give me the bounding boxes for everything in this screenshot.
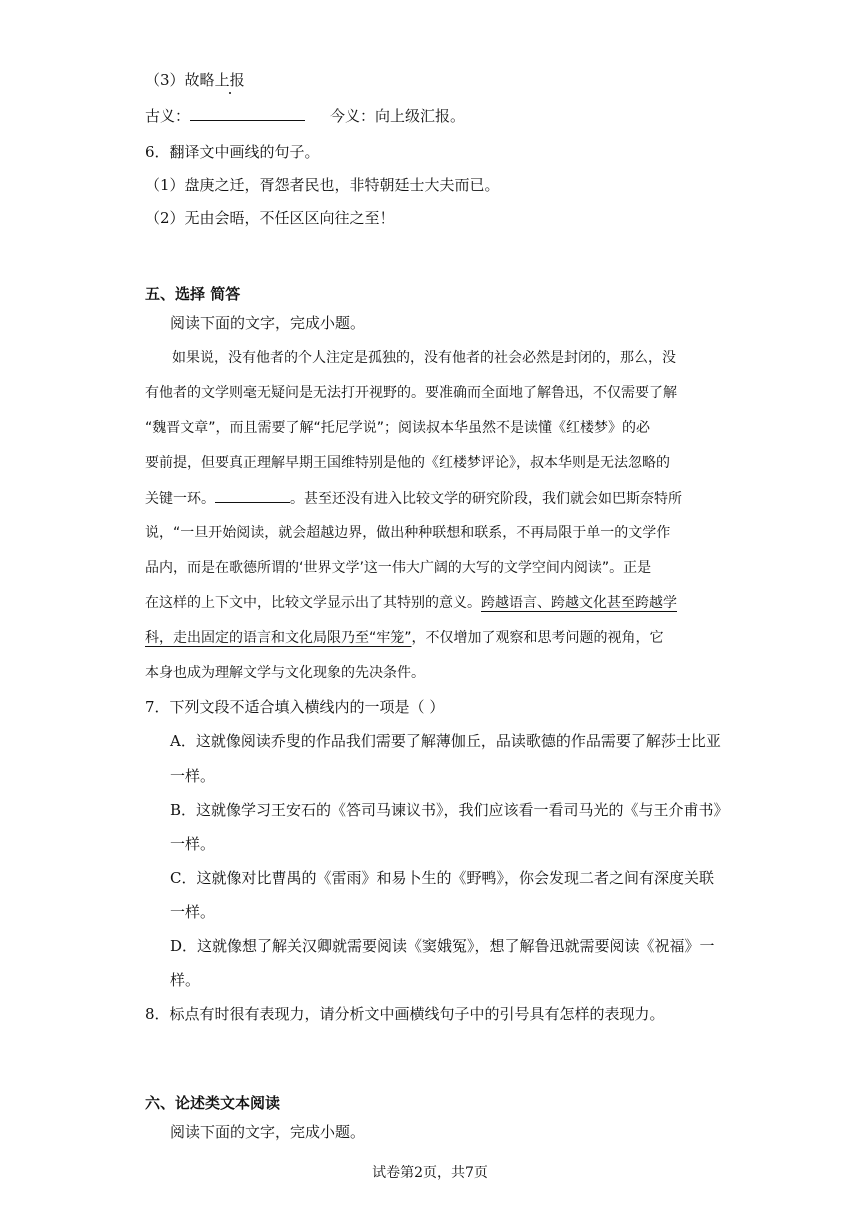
q5-item-3-meanings [145, 106, 465, 126]
passage-line: 说，“一旦开始阅读，就会超越边界，做出种种联想和联系，不再局限于单一的文学作 [145, 525, 671, 541]
passage-text: ，不仅增加了观察和思考问题的视角，它 [411, 630, 664, 646]
passage-line: 有他者的文学则毫无疑问是无法打开视野的。要准确而全面地了解鲁迅，不仅需要了解 [145, 385, 677, 401]
q5-item-3 [145, 70, 245, 90]
underlined-sentence: 跨越语言、跨越文化甚至跨越学 [481, 595, 677, 611]
passage-text: 在这样的上下文中，比较文学显示出了其特别的意义。 [145, 595, 481, 611]
passage-line: 要前提，但要真正理解早期王国维特别是他的《红楼梦评论》，叔本华则是无法忽略的 [145, 455, 670, 471]
passage-line: 品内，而是在歌德所谓的‘世界文学’这一伟大广阔的大写的文学空间内阅读”。正是 [145, 560, 652, 576]
q7-option-d[interactable]: D．这就像想了解关汉卿就需要阅读《窦娥冤》，想了解鲁迅就需要阅读《祝福》一 [170, 937, 715, 955]
passage-line: “魏晋文章”，而且需要了解“托尼学说”；阅读叔本华虽然不是读懂《红楼梦》的必 [145, 420, 651, 436]
page-footer: 试卷第2页，共7页 [372, 1165, 488, 1181]
jin-yi-text: 今义：向上级汇报。 [330, 107, 466, 125]
passage-line: 本身也成为理解文学与文化现象的先决条件。 [145, 665, 425, 681]
q7-option-b[interactable]: B．这就像学习王安石的《答司马谏议书》，我们应该看一看司马光的《与王介甫书》 [170, 801, 729, 819]
gu-yi-answer-blank[interactable] [190, 106, 305, 121]
q6-title: 6．翻译文中画线的句子。 [145, 143, 320, 161]
q6-sentence-1: （1）盘庚之迁，胥怨者民也，非特朝廷士大夫而已。 [145, 176, 500, 194]
q5-item-3-text: 故略 [184, 71, 215, 89]
q7-option-d-cont: 样。 [170, 971, 201, 989]
gu-yi-label: 古义： [145, 107, 191, 125]
q7-title: 7．下列文段不适合填入横线内的一项是（ ） [145, 698, 445, 716]
section-5-intro: 阅读下面的文字，完成小题。 [170, 314, 366, 332]
underlined-sentence: 科，走出固定的语言和文化局限乃至“牢笼” [145, 630, 412, 646]
passage-line [145, 628, 664, 648]
q6-sentence-2: （2）无由会晤，不任区区向往之至！ [145, 209, 395, 227]
section-6-intro: 阅读下面的文字，完成小题。 [170, 1123, 366, 1141]
section-6-heading: 六、论述类文本阅读 [145, 1094, 281, 1112]
q5-item-3-dotted-text: 上报 [214, 71, 245, 89]
q7-option-c[interactable]: C．这就像对比曹禺的《雷雨》和易卜生的《野鸭》，你会发现二者之间有深度关联 [170, 869, 714, 887]
q7-option-a[interactable]: A．这就像阅读乔叟的作品我们需要了解薄伽丘，品读歌德的作品需要了解莎士比亚 [170, 732, 721, 750]
q8-title: 8．标点有时很有表现力，请分析文中画横线句子中的引号具有怎样的表现力。 [145, 1005, 665, 1023]
passage-line [145, 593, 677, 613]
passage-line [145, 488, 682, 509]
passage-line: 如果说，没有他者的个人注定是孤独的，没有他者的社会必然是封闭的，那么，没 [172, 350, 676, 366]
section-5-heading: 五、选择 简答 [145, 285, 241, 303]
q5-item-3-prefix: （3） [145, 71, 185, 89]
q7-option-a-cont: 一样。 [170, 767, 216, 785]
q7-option-c-cont: 一样。 [170, 903, 216, 921]
fill-in-blank[interactable] [215, 488, 290, 503]
passage-text: 关键一环。 [145, 491, 215, 507]
q7-option-b-cont: 一样。 [170, 835, 216, 853]
passage-text: 。甚至还没有进入比较文学的研究阶段，我们就会如巴斯奈特所 [290, 491, 682, 507]
